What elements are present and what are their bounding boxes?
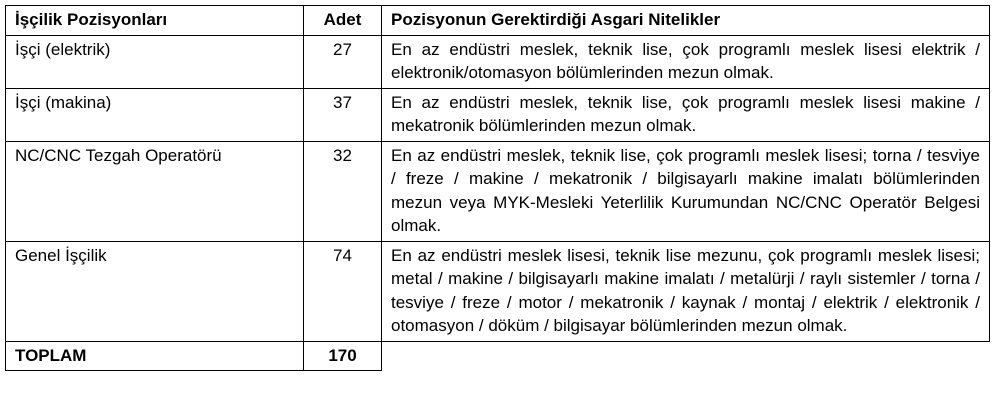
table-row — [6, 35, 990, 88]
row-count: 32 — [304, 141, 382, 241]
total-row — [6, 341, 990, 371]
row-requirements: En az endüstri meslek, teknik lise, çok programlı meslek lisesi; torna / tesviye / freze / makine / mekatronik / bilgisayarlı makine imalatı bölümlerinden mezun veya MYK-Mesleki Yeterlilik Kurumundan NC/CNC Operatör Belgesi olmak. — [382, 141, 990, 241]
total-count: 170 — [304, 341, 382, 371]
row-position: İşçi (elektrik) — [6, 35, 304, 88]
row-count: 74 — [304, 241, 382, 341]
row-position: Genel İşçilik — [6, 241, 304, 341]
header-requirements: Pozisyonun Gerektirdiği Asgari Nitelikler — [382, 6, 990, 36]
row-position: İşçi (makina) — [6, 88, 304, 141]
header-position: İşçilik Pozisyonları — [6, 6, 304, 36]
positions-table — [5, 5, 990, 371]
row-count: 37 — [304, 88, 382, 141]
row-position: NC/CNC Tezgah Operatörü — [6, 141, 304, 241]
total-label: TOPLAM — [6, 341, 304, 371]
table-row — [6, 241, 990, 341]
empty-cell — [382, 341, 990, 371]
table-row — [6, 141, 990, 241]
row-count: 27 — [304, 35, 382, 88]
row-requirements: En az endüstri meslek, teknik lise, çok programlı meslek lisesi elektrik / elektronik/otomasyon bölümlerinden mezun olmak. — [382, 35, 990, 88]
row-requirements: En az endüstri meslek lisesi, teknik lise mezunu, çok programlı meslek lisesi; metal / makine / bilgisayarlı makine imalatı / metalürji / raylı sistemler / torna / tesviye / freze / motor / mekatronik / kaynak / montaj / elektrik / elektronik / otomasyon / döküm / bilgisayar bölümlerinden mezun olmak. — [382, 241, 990, 341]
table-header-row — [6, 6, 990, 36]
table-row — [6, 88, 990, 141]
header-count: Adet — [304, 6, 382, 36]
row-requirements: En az endüstri meslek, teknik lise, çok programlı meslek lisesi makine / mekatronik bölümlerinden mezun olmak. — [382, 88, 990, 141]
